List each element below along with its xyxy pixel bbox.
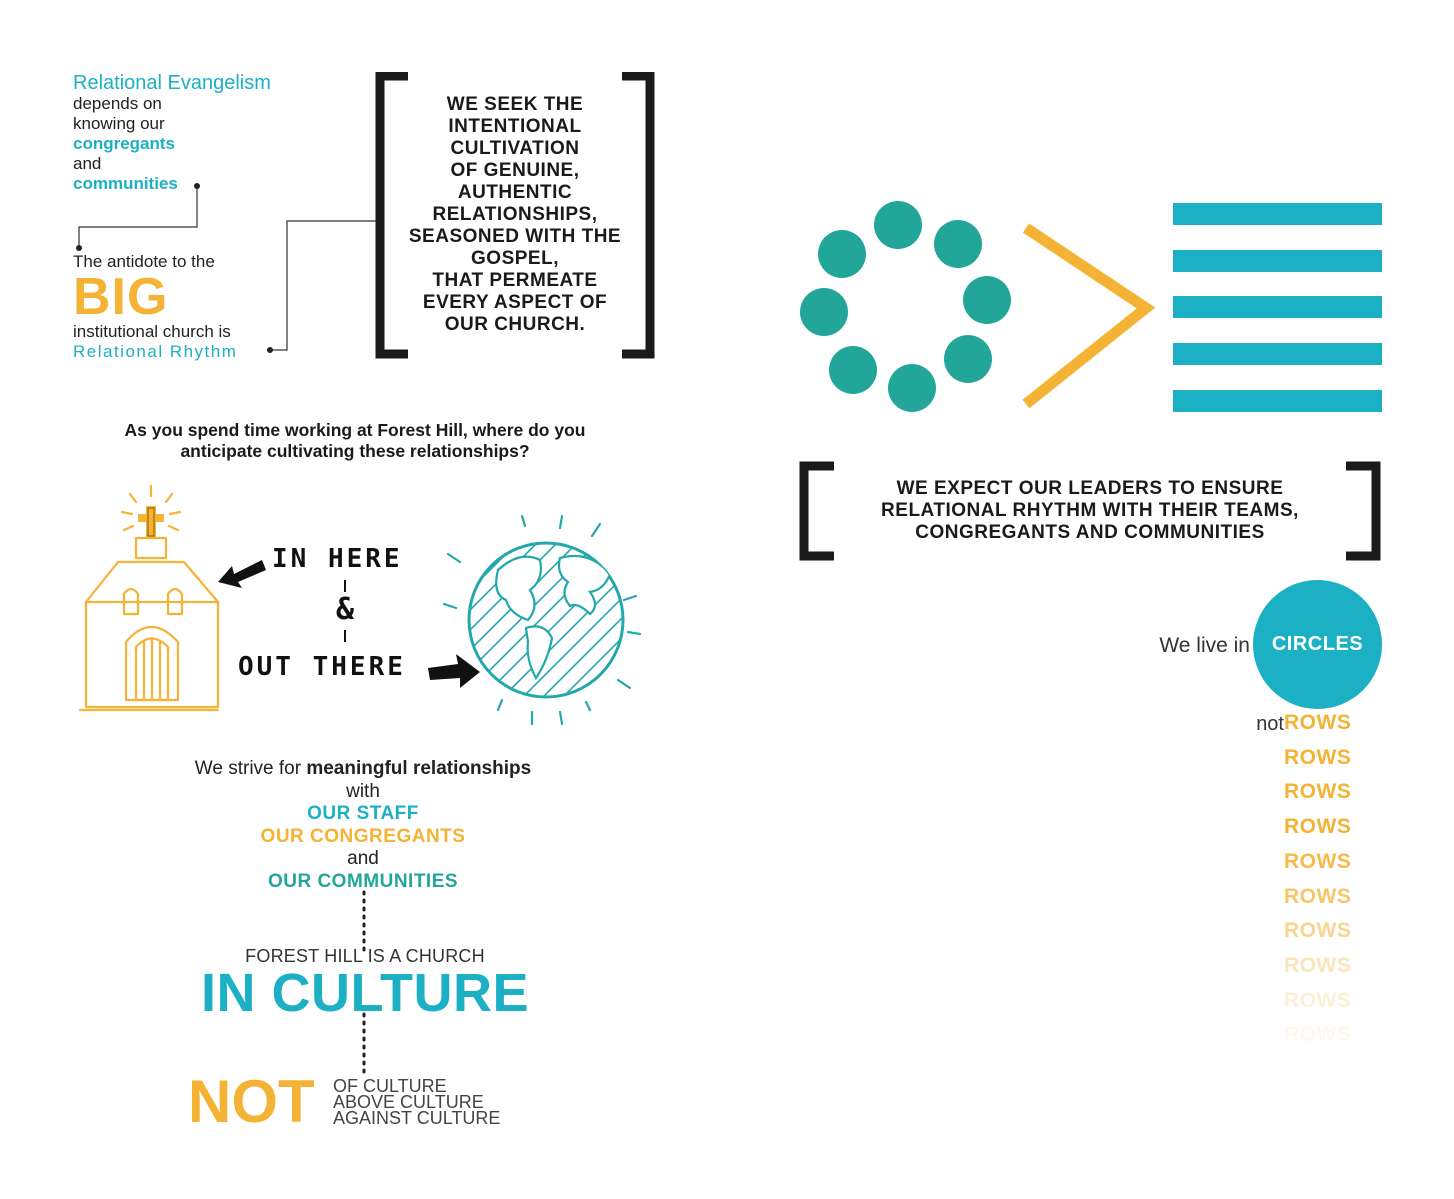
in-here-label: IN HERE (272, 544, 403, 574)
rows-word: ROWS (1284, 884, 1352, 908)
expect-quote (850, 478, 1330, 544)
forest-hill-church-label: FOREST HILL IS A CHURCH (245, 946, 485, 966)
strive-with: with (346, 780, 380, 802)
relational-rhythm-label: Relational Rhythm (73, 342, 238, 361)
expect-quote-line: WE EXPECT OUR LEADERS TO ENSURE (896, 478, 1284, 499)
intro-line-2: knowing our (73, 114, 165, 133)
out-there-label: OUT THERE (238, 652, 406, 682)
rows-word: ROWS (1284, 919, 1352, 943)
strive-communities: OUR COMMUNITIES (267, 870, 459, 892)
seek-quote-line: WE SEEK THE (446, 94, 584, 115)
not-culture-list (333, 1078, 500, 1126)
question-line-2: anticipate cultivating these relationships? (180, 441, 530, 461)
intro-line-1: depends on (73, 94, 162, 113)
not-label: not (1256, 713, 1284, 735)
church-icon (78, 482, 228, 718)
divider-top (344, 580, 346, 592)
rows-word: ROWS (1284, 1023, 1352, 1047)
rows-word: ROWS (1284, 711, 1352, 734)
intro-and: and (73, 154, 102, 173)
strive-emphasis: meaningful relationships (306, 758, 532, 779)
rows-word: ROWS (1284, 780, 1352, 804)
rows-word: ROWS (1284, 815, 1352, 839)
circles-label: CIRCLES (1271, 633, 1364, 655)
seek-quote-line: INTENTIONAL (448, 116, 582, 137)
not-item: AGAINST CULTURE (333, 1108, 501, 1128)
cross-icon (138, 506, 164, 538)
connector-lines (0, 0, 400, 380)
not-item: ABOVE CULTURE (333, 1092, 484, 1112)
circle-dots-icon (800, 201, 1011, 412)
rows-word: ROWS (1284, 849, 1352, 873)
seek-quote (395, 94, 635, 336)
strive-line (130, 758, 596, 781)
seek-quote-line: RELATIONSHIPS, (432, 204, 598, 225)
big-word: BIG (73, 268, 169, 326)
seek-quote-line: AUTHENTIC (457, 182, 573, 203)
ampersand-label: & (336, 592, 358, 627)
strive-text (130, 758, 596, 893)
expect-quote-line: CONGREGANTS AND COMMUNITIES (915, 522, 1265, 543)
intro-communities: communities (73, 174, 178, 193)
question-text (60, 420, 650, 462)
seek-quote-line: EVERY ASPECT OF (422, 292, 608, 313)
live-in-label: We live in (1159, 634, 1250, 657)
intro-title: Relational Evangelism (73, 72, 271, 94)
strive-prefix: We strive for (194, 758, 307, 779)
arrow-left-icon (214, 552, 270, 592)
antidote-line-1: The antidote to the (73, 252, 215, 271)
in-culture-heading: IN CULTURE (201, 963, 529, 1023)
rows-word: ROWS (1284, 745, 1352, 769)
strive-staff: OUR STAFF (307, 803, 419, 824)
seek-quote-line: OUR CHURCH. (444, 314, 586, 335)
rows-word: ROWS (1284, 988, 1352, 1012)
stripes-icon (1173, 203, 1382, 412)
seek-quote-line: OF GENUINE, (450, 160, 580, 181)
not-heading: NOT (188, 1068, 315, 1135)
strive-and: and (347, 848, 379, 869)
seek-quote-line: SEASONED WITH THE (408, 226, 622, 247)
seek-quote-line: GOSPEL, (471, 248, 559, 269)
antidote-line-2: institutional church is (73, 322, 231, 341)
strive-congregants: OUR CONGREGANTS (260, 825, 466, 847)
seek-quote-line: CULTIVATION (450, 138, 580, 159)
expect-quote-line: RELATIONAL RHYTHM WITH THEIR TEAMS, (881, 500, 1299, 521)
greater-than-icon (1026, 228, 1146, 404)
circles-to-rows-graphic (796, 196, 1386, 420)
seek-quote-line: THAT PERMEATE (432, 270, 598, 291)
intro-congregants: congregants (73, 134, 176, 153)
globe-icon (440, 510, 650, 732)
divider-bottom (344, 630, 346, 642)
circles-badge (1253, 580, 1382, 709)
not-item: OF CULTURE (333, 1076, 447, 1096)
question-line-1: As you spend time working at Forest Hill, where do you (124, 420, 586, 440)
rows-word: ROWS (1284, 953, 1352, 977)
